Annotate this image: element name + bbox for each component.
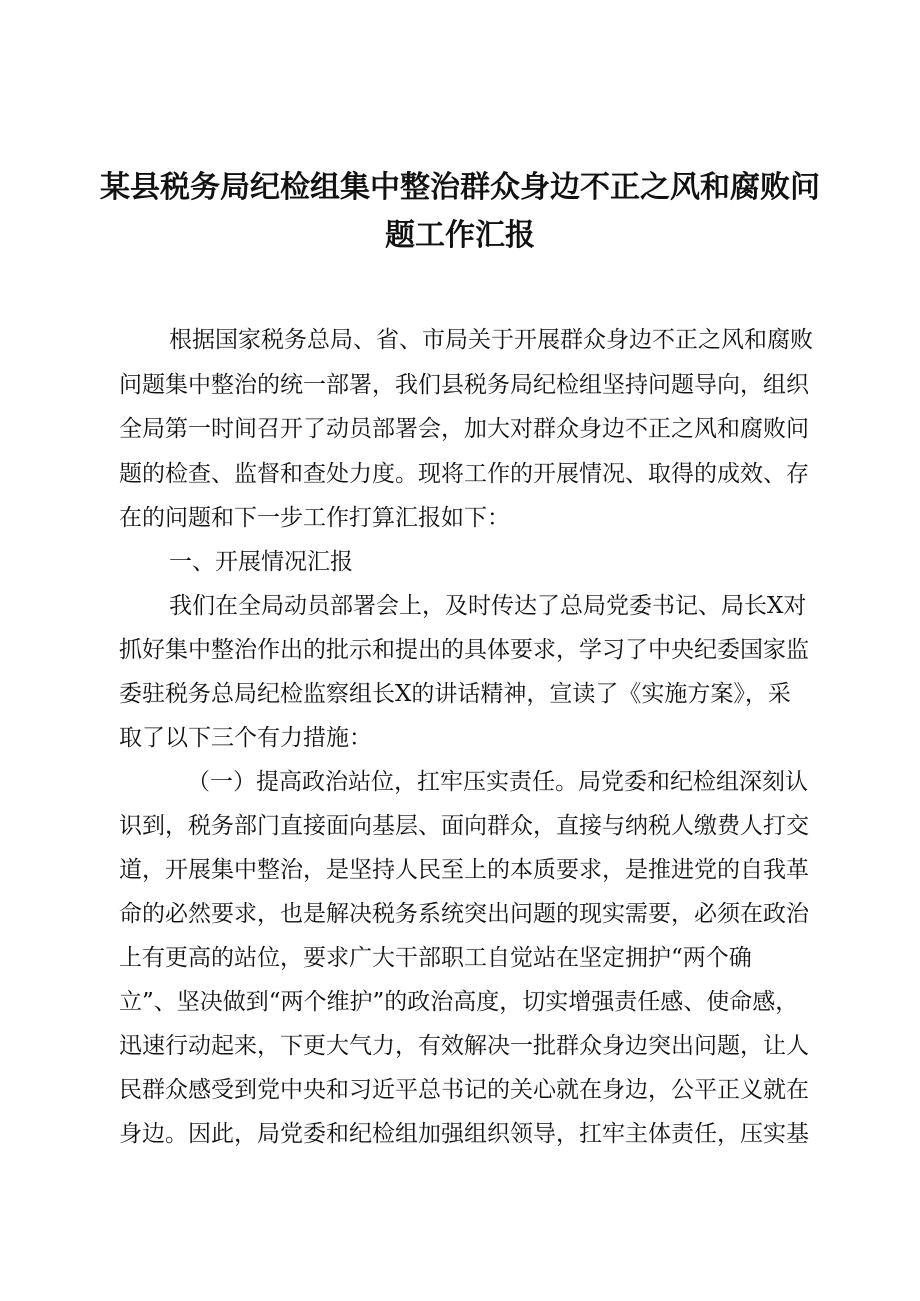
paragraph-line: 抓好集中整治作出的批示和提出的具体要求，学习了中央纪委国家监 (119, 637, 809, 663)
paragraph-line: 取了以下三个有力措施： (119, 725, 372, 751)
paragraph-line: 全局第一时间召开了动员部署会，加大对群众身边不正之风和腐败问 (119, 416, 809, 442)
paragraph-line: 迅速行动起来，下更大气力，有效解决一批群众身边突出问题，让人 (119, 1033, 809, 1059)
paragraph-line: 民群众感受到党中央和习近平总书记的关心就在身边，公平正义就在 (119, 1077, 809, 1103)
paragraph-line: 命的必然要求，也是解决税务系统突出问题的现实需要，必须在政治 (119, 901, 809, 927)
subsection-line: （一）提高政治站位，扛牢压实责任。局党委和纪检组深刻认 (187, 769, 808, 795)
paragraph-line: 在的问题和下一步工作打算汇报如下： (119, 505, 510, 531)
paragraph-line: 上有更高的站位，要求广大干部职工自觉站在坚定拥护“两个确 (119, 945, 752, 971)
paragraph-line: 委驻税务总局纪检监察组长X的讲话精神，宣读了《实施方案》，采 (119, 681, 791, 707)
document-title-line-1: 某县税务局纪检组集中整治群众身边不正之风和腐败问 (100, 170, 820, 205)
paragraph-line: 身边。因此，局党委和纪检组加强组织领导，扛牢主体责任，压实基 (119, 1121, 809, 1147)
paragraph-line: 题的检查、监督和查处力度。现将工作的开展情况、取得的成效、存 (119, 461, 809, 487)
paragraph-line: 道，开展集中整治，是坚持人民至上的本质要求，是推进党的自我革 (119, 857, 809, 883)
paragraph-line: 问题集中整治的统一部署，我们县税务局纪检组坚持问题导向，组织 (119, 372, 809, 398)
paragraph-line: 立”、坚决做到“两个维护”的政治高度，切实增强责任感、使命感， (119, 989, 799, 1015)
paragraph-line: 识到，税务部门直接面向基层、面向群众，直接与纳税人缴费人打交 (119, 813, 809, 839)
document-title-line-2: 题工作汇报 (385, 218, 535, 253)
paragraph-line: 根据国家税务总局、省、市局关于开展群众身边不正之风和腐败 (169, 327, 813, 353)
section-heading: 一、开展情况汇报 (169, 549, 353, 575)
paragraph-line: 我们在全局动员部署会上，及时传达了总局党委书记、局长X对 (169, 593, 807, 619)
